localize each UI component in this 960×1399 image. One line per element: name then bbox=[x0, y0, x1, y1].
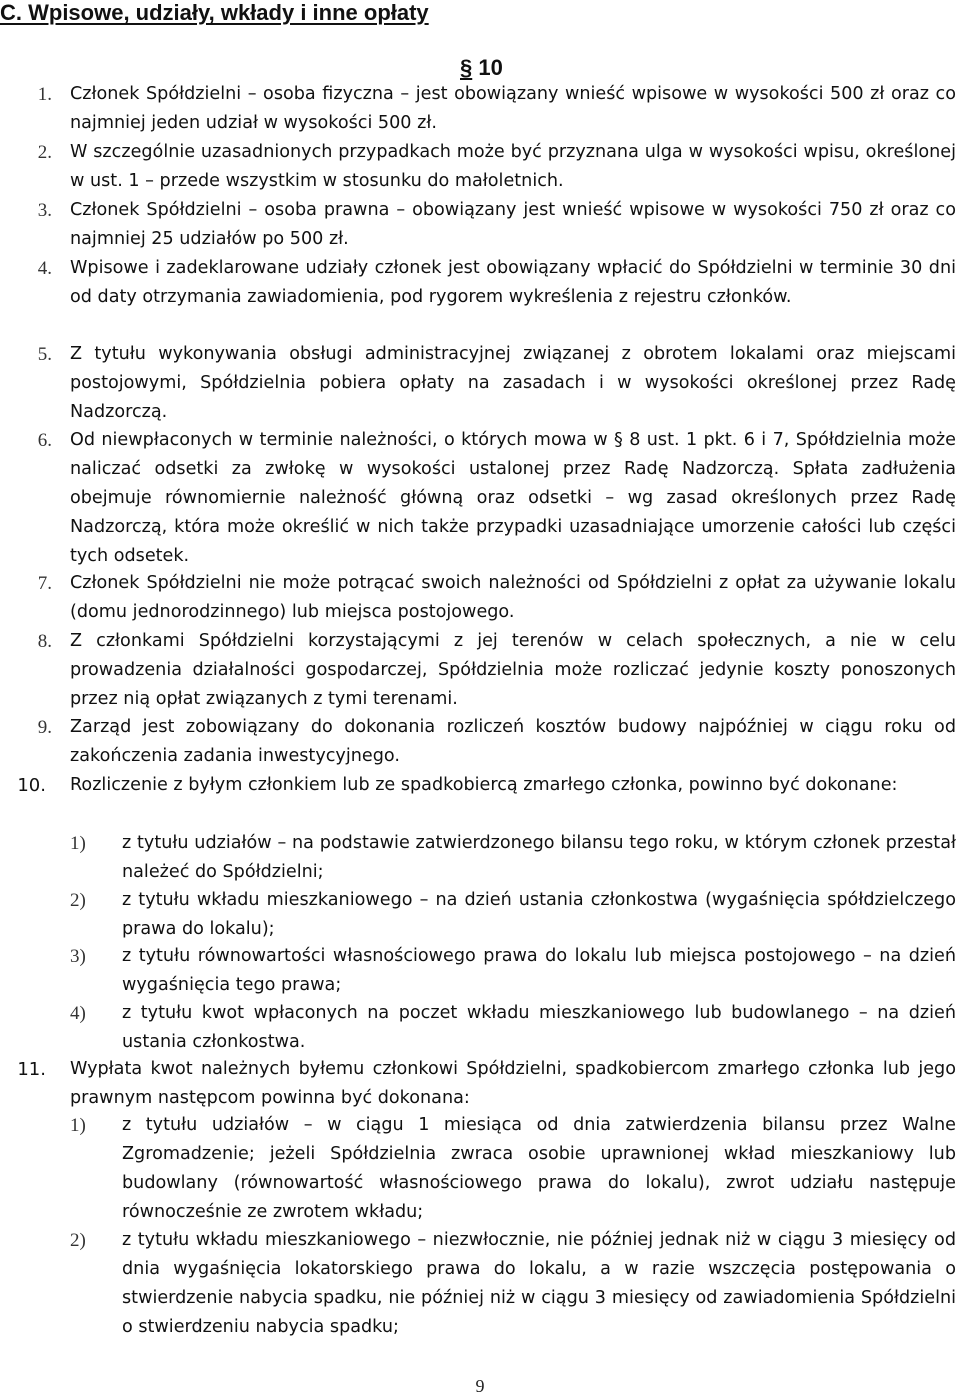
paragraph-text: Od niewpłaconych w terminie należności, o których mowa w § 8 ust. 1 pkt. 6 i 7, Spółdzielnia może naliczać odsetki za zwłokę w wysokości ustalonej przez Radę Nadzorczą. Spłata zadłużenia obejmuje równomiernie należność główną oraz odsetki – wg zasad określonych przez Radę Nadzorczą, która może określić w nich także przypadki uzasadniające umorzenie całości lub części tych odsetek. bbox=[70, 430, 956, 566]
page-number: 9 bbox=[475, 1376, 485, 1396]
subpoint-text: z tytułu udziałów – w ciągu 1 miesiąca od dnia zatwierdzenia bilansu przez Walne Zgromadzenie; jeżeli Spółdzielnia zwraca osobie uprawnionej wkład mieszkaniowy lub budowlany (równowartość własnościowego prawa do lokalu), zwrot udziału następuje równocześnie ze zwrotem wkładu; bbox=[122, 1115, 956, 1222]
subpoint-text: z tytułu wkładu mieszkaniowego – niezwłocznie, nie później jednak niż w ciągu 3 miesięcy od dnia wygaśnięcia lokatorskiego prawa do lokalu, a w razie wszczęcia postępowania o stwierdzenie nabycia spadku, nie później niż w ciągu 3 miesięcy od zawiadomienia Spółdzielni o stwierdzeniu nabycia spadku; bbox=[122, 1230, 956, 1337]
chapter-heading: C. Wpisowe, udziały, wkłady i inne opłaty bbox=[0, 0, 429, 25]
paragraph-text: Członek Spółdzielni nie może potrącać swoich należności od Spółdzielni z opłat za używanie lokalu (domu jednorodzinnego) lub miejsca postojowego. bbox=[70, 573, 956, 622]
paragraph-text: Rozliczenie z byłym członkiem lub ze spadkobiercą zmarłego członka, powinno być dokonane: bbox=[70, 775, 898, 795]
paragraph-text: Członek Spółdzielni – osoba prawna – obowiązany jest wnieść wpisowe w wysokości 750 zł oraz co najmniej 25 udziałów po 500 zł. bbox=[70, 200, 956, 249]
paragraph-text: W szczególnie uzasadnionych przypadkach może być przyznana ulga w wysokości wpisu, określonej w ust. 1 – przede wszystkim w stosunku do małoletnich. bbox=[70, 142, 956, 191]
paragraph-text: Wypłata kwot należnych byłemu członkowi Spółdzielni, spadkobiercom zmarłego członka lub jego prawnym następcom powinna być dokonana: bbox=[70, 1059, 956, 1108]
paragraph-text: Zarząd jest zobowiązany do dokonania rozliczeń kosztów budowy najpóźniej w ciągu roku od zakończenia zadania inwestycyjnego. bbox=[70, 717, 956, 766]
subpoint-text: z tytułu wkładu mieszkaniowego – na dzień ustania członkostwa (wygaśnięcia spółdzielczego prawa do lokalu); bbox=[122, 890, 956, 939]
paragraph-number: 3. bbox=[37, 200, 52, 221]
paragraph-number: 9. bbox=[37, 717, 52, 738]
paragraph-number: 7. bbox=[37, 573, 52, 594]
paragraph-text: Z członkami Spółdzielni korzystającymi z jej terenów w celach społecznych, a nie w celu prowadzenia działalności gospodarczej, Spółdzielnia może rozliczać jedynie koszty ponoszonych przez nią opłat związanych z tymi terenami. bbox=[70, 631, 956, 709]
subpoint-number: 4) bbox=[70, 1003, 86, 1024]
paragraph-text: Członek Spółdzielni – osoba fizyczna – jest obowiązany wnieść wpisowe w wysokości 500 zł oraz co najmniej jeden udział w wysokości 500 zł. bbox=[70, 84, 956, 133]
subpoint-text: z tytułu udziałów – na podstawie zatwierdzonego bilansu tego roku, w którym członek przestał należeć do Spółdzielni; bbox=[122, 833, 956, 882]
subpoint-number: 1) bbox=[70, 833, 86, 854]
paragraph-number: 10. bbox=[17, 775, 46, 796]
paragraph-text: Wpisowe i zadeklarowane udziały członek jest obowiązany wpłacić do Spółdzielni w terminie 30 dni od daty otrzymania zawiadomienia, pod rygorem wykreślenia z rejestru członków. bbox=[70, 258, 956, 307]
section-mark: § bbox=[460, 55, 473, 80]
subpoint-number: 2) bbox=[70, 1230, 86, 1251]
paragraph-number: 1. bbox=[37, 84, 52, 105]
paragraph-number: 8. bbox=[37, 631, 52, 652]
subpoint-number: 1) bbox=[70, 1115, 86, 1136]
paragraph-number: 6. bbox=[37, 430, 52, 451]
section-number-value: 10 bbox=[478, 55, 503, 80]
paragraph-number: 11. bbox=[17, 1059, 46, 1080]
paragraph-number: 5. bbox=[37, 344, 52, 365]
paragraph-number: 4. bbox=[37, 258, 52, 279]
subpoint-text: z tytułu równowartości własnościowego prawa do lokalu lub miejsca postojowego – na dzień wygaśnięcia tego prawa; bbox=[122, 946, 956, 995]
subpoint-number: 3) bbox=[70, 946, 86, 967]
subpoint-number: 2) bbox=[70, 890, 86, 911]
section-number bbox=[460, 55, 503, 81]
subpoint-text: z tytułu kwot wpłaconych na poczet wkładu mieszkaniowego lub budowlanego – na dzień ustania członkostwa. bbox=[122, 1003, 956, 1052]
paragraph-number: 2. bbox=[37, 142, 52, 163]
paragraph-text: Z tytułu wykonywania obsługi administracyjnej związanej z obrotem lokalami oraz miejscami postojowymi, Spółdzielnia pobiera opłaty na zasadach i w wysokości określonej przez Radę Nadzorczą. bbox=[70, 344, 956, 422]
